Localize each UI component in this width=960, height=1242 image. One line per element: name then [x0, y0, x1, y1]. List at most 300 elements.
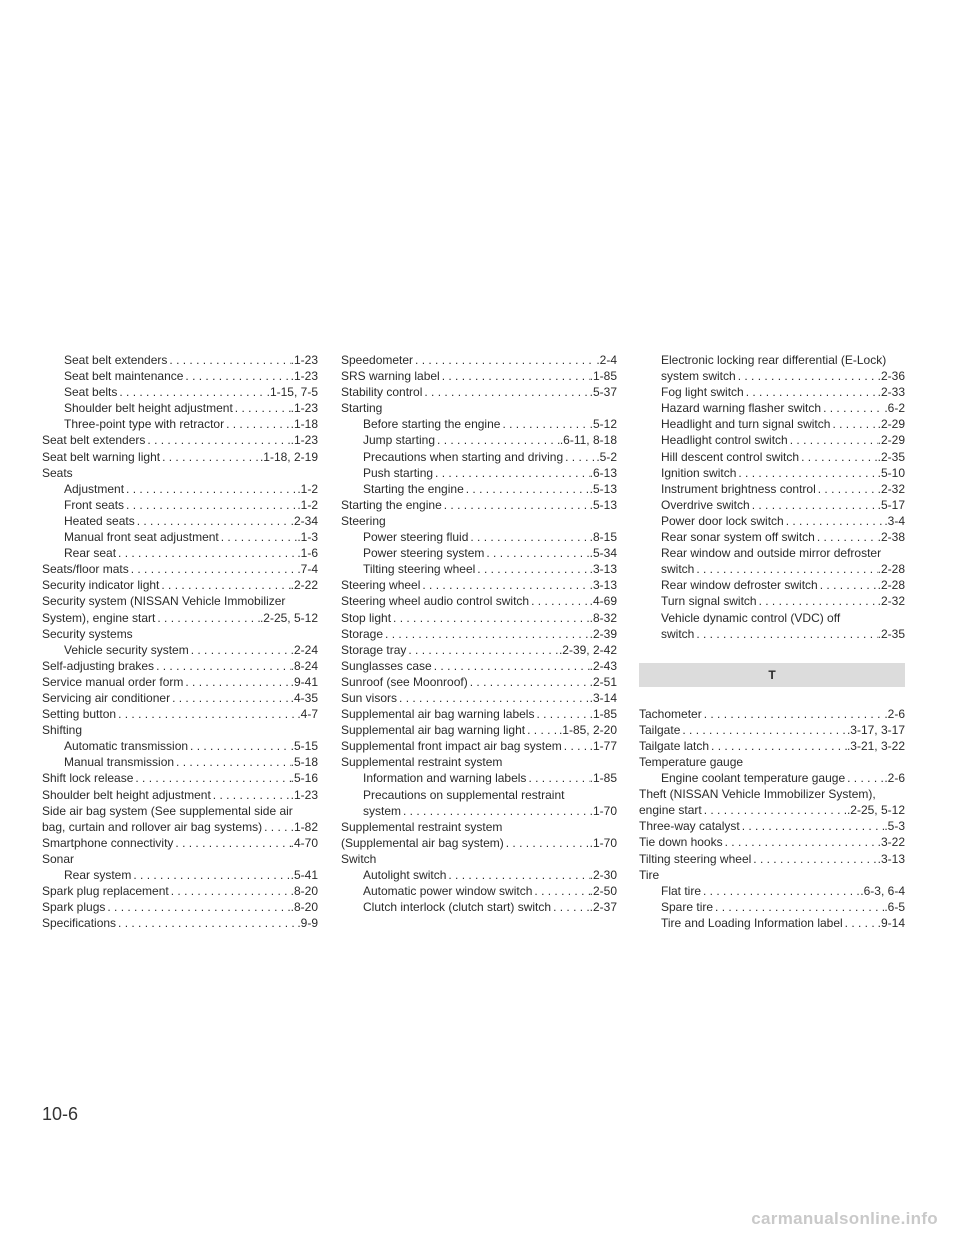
- entry-term: Electronic locking rear differential (E-Lock): [661, 353, 887, 367]
- entry-term: Spark plugs: [42, 900, 106, 915]
- entry-term: Shoulder belt height adjustment: [64, 401, 233, 416]
- entry-page-ref: .8-32: [589, 610, 617, 625]
- index-subentry: [42, 754, 318, 770]
- entry-page-ref: .1-3: [297, 530, 318, 545]
- entry-page-ref: .6-3, 6-4: [860, 883, 905, 898]
- entry-term: Fog light switch: [661, 385, 744, 400]
- index-subentry: [639, 497, 905, 513]
- index-entry: [341, 610, 617, 626]
- entry-term: Vehicle dynamic control (VDC) off: [661, 610, 841, 625]
- entry-term: Three-point type with retractor: [64, 417, 225, 432]
- entry-term: Hill descent control switch: [661, 449, 800, 464]
- dot-leader: [174, 754, 291, 770]
- entry-term: Shift lock release: [42, 771, 134, 786]
- entry-page-ref: .2-22: [290, 578, 318, 593]
- entry-page-ref: .2-25, 5-12: [259, 610, 318, 625]
- entry-term: system switch: [661, 369, 736, 384]
- entry-page-ref: .2-28: [877, 562, 905, 577]
- entry-page-ref: .3-21, 3-22: [846, 738, 905, 753]
- entry-page-ref: .6-5: [884, 899, 905, 914]
- entry-term: Seat belt maintenance: [64, 369, 184, 384]
- dot-leader: [784, 513, 885, 529]
- entry-page-ref: .9-9: [297, 916, 318, 931]
- entry-page-ref: .3-17, 3-17: [846, 722, 905, 737]
- entry-page-ref: .5-15: [290, 739, 318, 754]
- index-subentry: [639, 529, 905, 545]
- entry-page-ref: .1-85: [589, 707, 617, 722]
- dot-leader: [135, 513, 291, 529]
- entry-page-ref: .5-12: [589, 417, 617, 432]
- entry-term: Automatic transmission: [64, 739, 189, 754]
- entry-page-ref: .6-11, 8-18: [559, 433, 617, 448]
- dot-leader: [818, 577, 878, 593]
- dot-leader: [563, 449, 596, 465]
- dot-leader: [484, 545, 589, 561]
- entry-page-ref: .1-77: [589, 739, 617, 754]
- index-subentry: [42, 368, 318, 384]
- dot-leader: [788, 432, 878, 448]
- dot-leader: [155, 610, 260, 626]
- index-subentry: [639, 545, 905, 561]
- entry-page-ref: .1-23: [290, 787, 318, 802]
- dot-leader: [169, 883, 291, 899]
- entry-page-ref: .2-4: [596, 353, 617, 367]
- entry-page-ref: .1-23: [290, 401, 318, 416]
- entry-term: switch: [661, 562, 695, 577]
- dot-leader: [262, 819, 291, 835]
- index-entry: [639, 802, 905, 818]
- entry-page-ref: .5-34: [589, 546, 617, 561]
- index-subentry: [639, 626, 905, 642]
- dot-leader: [701, 883, 860, 899]
- dot-leader: [702, 706, 885, 722]
- entry-page-ref: .2-29: [877, 433, 905, 448]
- entry-term: Smartphone connectivity: [42, 835, 174, 850]
- entry-term: Rear window defroster switch: [661, 578, 818, 593]
- dot-leader: [562, 738, 590, 754]
- index-subentry: [639, 400, 905, 416]
- index-subentry: [639, 352, 905, 368]
- index-entry: [42, 851, 318, 867]
- entry-term: Sunglasses case: [341, 658, 432, 673]
- index-subentry: [639, 368, 905, 384]
- dot-leader: [830, 416, 877, 432]
- dot-leader: [124, 497, 297, 513]
- entry-page-ref: .2-35: [877, 449, 905, 464]
- dot-leader: [170, 690, 291, 706]
- index-column-1: [42, 352, 318, 931]
- index-subentry: [639, 899, 905, 915]
- index-entry: [639, 706, 905, 722]
- entry-term: Storage: [341, 626, 384, 641]
- dot-leader: [129, 561, 298, 577]
- dot-leader: [406, 642, 559, 658]
- index-subentry: [341, 770, 617, 786]
- index-subentry: [42, 513, 318, 529]
- entry-page-ref: .2-29: [877, 417, 905, 432]
- entry-term: Tie down hooks: [639, 835, 723, 850]
- dot-leader: [219, 529, 298, 545]
- index-subentry: [639, 610, 905, 626]
- entry-term: Manual front seat adjustment: [64, 530, 219, 545]
- entry-term: bag, curtain and rollover air bag systems): [42, 819, 263, 834]
- index-subentry: [42, 738, 318, 754]
- entry-term: Shifting: [42, 723, 83, 738]
- dot-leader: [116, 915, 297, 931]
- entry-term: Steering wheel audio control switch: [341, 594, 530, 609]
- index-entry: [42, 722, 318, 738]
- index-entry: [341, 513, 617, 529]
- index-subentry: [341, 416, 617, 432]
- index-subentry: [341, 787, 617, 803]
- entry-term: Turn signal switch: [661, 594, 757, 609]
- dot-leader: [124, 481, 297, 497]
- entry-page-ref: .2-24: [290, 642, 318, 657]
- entry-term: Tilting steering wheel: [363, 562, 476, 577]
- index-subentry: [42, 642, 318, 658]
- entry-term: Manual transmission: [64, 755, 175, 770]
- entry-term: Supplemental restraint system: [341, 755, 503, 770]
- entry-term: Tilting steering wheel: [639, 851, 752, 866]
- dot-leader: [433, 465, 590, 481]
- dot-leader: [694, 561, 877, 577]
- entry-page-ref: .1-85, 2-20: [558, 723, 617, 738]
- entry-page-ref: .9-41: [290, 674, 318, 689]
- index-entry: [341, 642, 617, 658]
- entry-term: Autolight switch: [363, 868, 447, 882]
- entry-term: Rear system: [64, 868, 132, 882]
- entry-term: Clutch interlock (clutch start) switch: [363, 900, 552, 915]
- entry-page-ref: .5-37: [589, 385, 617, 400]
- index-entry: [341, 851, 617, 867]
- entry-page-ref: .5-13: [589, 481, 617, 496]
- entry-term: Supplemental air bag warning light: [341, 723, 526, 738]
- entry-page-ref: .1-2: [297, 481, 318, 496]
- index-entry: [42, 610, 318, 626]
- index-entry: [639, 738, 905, 754]
- entry-term: Flat tire: [661, 883, 702, 898]
- dot-leader: [751, 851, 877, 867]
- entry-page-ref: .2-38: [877, 530, 905, 545]
- entry-term: Push starting: [363, 465, 434, 480]
- entry-page-ref: .3-22: [877, 835, 905, 850]
- entry-page-ref: .2-32: [877, 481, 905, 496]
- dot-leader: [723, 834, 878, 850]
- index-entry: [639, 786, 905, 802]
- entry-page-ref: .2-51: [589, 674, 617, 689]
- entry-term: engine start: [639, 803, 702, 818]
- dot-leader: [532, 883, 589, 899]
- entry-term: Steering wheel: [341, 578, 421, 593]
- index-subentry: [42, 481, 318, 497]
- index-entry: [341, 400, 617, 416]
- dot-leader: [468, 674, 590, 690]
- dot-leader: [116, 706, 297, 722]
- entry-term: Security system (NISSAN Vehicle Immobilizer: [42, 594, 286, 609]
- entry-page-ref: .5-41: [290, 868, 318, 882]
- dot-leader: [435, 432, 560, 448]
- entry-page-ref: .7-4: [297, 562, 318, 577]
- index-column-2: [341, 352, 617, 915]
- entry-page-ref: .5-17: [877, 497, 905, 512]
- index-subentry: [639, 561, 905, 577]
- entry-term: Front seats: [64, 497, 125, 512]
- index-column-3: [639, 352, 905, 931]
- index-subentry: [341, 545, 617, 561]
- entry-page-ref: .8-24: [290, 658, 318, 673]
- entry-term: Storage tray: [341, 642, 407, 657]
- entry-term: switch: [661, 626, 695, 641]
- entry-term: Power steering fluid: [363, 530, 469, 545]
- index-entry: [42, 561, 318, 577]
- dot-leader: [159, 577, 290, 593]
- entry-page-ref: .6-2: [884, 401, 905, 416]
- index-subentry: [42, 400, 318, 416]
- entry-term: Engine coolant temperature gauge: [661, 771, 846, 786]
- index-entry: [341, 626, 617, 642]
- entry-term: Three-way catalyst: [639, 819, 740, 834]
- dot-leader: [188, 738, 291, 754]
- entry-term: Sunroof (see Moonroof): [341, 674, 468, 689]
- index-entry: [42, 803, 318, 819]
- dot-leader: [117, 384, 266, 400]
- entry-term: Theft (NISSAN Vehicle Immobilizer System),: [639, 787, 876, 802]
- entry-term: Steering: [341, 513, 386, 528]
- entry-term: Rear sonar system off switch: [661, 530, 815, 545]
- dot-leader: [391, 610, 590, 626]
- entry-term: Seats: [42, 465, 73, 480]
- entry-page-ref: .8-20: [290, 900, 318, 915]
- index-entry: [42, 690, 318, 706]
- dot-leader: [468, 529, 589, 545]
- dot-leader: [551, 899, 590, 915]
- index-subentry: [341, 899, 617, 915]
- dot-leader: [105, 899, 290, 915]
- dot-leader: [740, 818, 885, 834]
- entry-page-ref: .2-39, 2-42: [558, 642, 617, 657]
- entry-page-ref: .4-70: [290, 835, 318, 850]
- dot-leader: [116, 545, 297, 561]
- index-entry: [341, 593, 617, 609]
- entry-page-ref: .2-35: [877, 626, 905, 641]
- entry-term: Speedometer: [341, 353, 414, 367]
- dot-leader: [413, 352, 596, 368]
- dot-leader: [397, 690, 590, 706]
- index-entry: [341, 577, 617, 593]
- index-entry: [639, 834, 905, 850]
- entry-term: Headlight control switch: [661, 433, 788, 448]
- dot-leader: [440, 368, 590, 384]
- entry-page-ref: .8-15: [589, 530, 617, 545]
- dot-leader: [525, 722, 559, 738]
- entry-page-ref: .1-70: [589, 835, 617, 850]
- entry-term: Service manual order form: [42, 674, 184, 689]
- index-entry: [341, 384, 617, 400]
- index-subentry: [639, 432, 905, 448]
- entry-term: Sun visors: [341, 690, 398, 705]
- index-entry: [341, 690, 617, 706]
- index-subentry: [639, 416, 905, 432]
- index-subentry: [42, 497, 318, 513]
- entry-page-ref: .3-13: [877, 851, 905, 866]
- entry-term: Security indicator light: [42, 578, 160, 593]
- dot-leader: [145, 432, 290, 448]
- index-entry: [42, 899, 318, 915]
- dot-leader: [475, 561, 589, 577]
- index-subentry: [639, 465, 905, 481]
- dot-leader: [504, 835, 590, 851]
- entry-page-ref: .1-2: [297, 497, 318, 512]
- entry-term: Rear window and outside mirror defroster: [661, 546, 882, 561]
- section-letter-header: T: [639, 663, 905, 687]
- entry-term: Hazard warning flasher switch: [661, 401, 822, 416]
- index-entry: [341, 352, 617, 368]
- entry-page-ref: .1-85: [589, 369, 617, 384]
- index-subentry: [341, 561, 617, 577]
- index-entry: [639, 851, 905, 867]
- dot-leader: [154, 658, 291, 674]
- index-entry: [42, 819, 318, 835]
- dot-leader: [189, 642, 291, 658]
- entry-page-ref: .5-2: [596, 449, 617, 464]
- entry-term: Self-adjusting brakes: [42, 658, 155, 673]
- index-entry: [341, 368, 617, 384]
- entry-term: Heated seats: [64, 513, 135, 528]
- index-subentry: [341, 432, 617, 448]
- entry-term: Starting: [341, 401, 383, 416]
- entry-page-ref: .5-18: [290, 755, 318, 770]
- entry-term: Adjustment: [64, 481, 125, 496]
- index-subentry: [42, 529, 318, 545]
- dot-leader: [446, 867, 589, 883]
- index-subentry: [341, 465, 617, 481]
- entry-page-ref: .8-20: [290, 884, 318, 899]
- dot-leader: [422, 384, 589, 400]
- dot-leader: [815, 529, 878, 545]
- index-entry: [639, 754, 905, 770]
- entry-term: Rear seat: [64, 546, 117, 561]
- entry-term: Tire: [639, 867, 660, 882]
- entry-page-ref: .1-18, 2-19: [259, 449, 318, 464]
- index-subentry: [639, 513, 905, 529]
- dot-leader: [183, 674, 290, 690]
- index-subentry: [341, 481, 617, 497]
- entry-term: Sonar: [42, 851, 75, 866]
- index-subentry: [42, 545, 318, 561]
- entry-term: Ignition switch: [661, 465, 737, 480]
- dot-leader: [534, 706, 589, 722]
- index-entry: [341, 754, 617, 770]
- entry-term: Tailgate latch: [639, 738, 710, 753]
- dot-leader: [233, 400, 291, 416]
- index-subentry: [639, 481, 905, 497]
- index-subentry: [639, 593, 905, 609]
- entry-term: Jump starting: [363, 433, 436, 448]
- index-entry: [341, 835, 617, 851]
- entry-term: Starting the engine: [341, 497, 442, 512]
- entry-term: Supplemental air bag warning labels: [341, 707, 535, 722]
- entry-term: Tire and Loading Information label: [661, 915, 843, 930]
- index-subentry: [341, 529, 617, 545]
- dot-leader: [709, 738, 847, 754]
- entry-page-ref: .6-13: [589, 465, 617, 480]
- dot-leader: [816, 481, 878, 497]
- index-entry: [42, 706, 318, 722]
- dot-leader: [845, 770, 884, 786]
- index-entry: [639, 818, 905, 834]
- entry-term: Automatic power window switch: [363, 884, 533, 899]
- entry-page-ref: .2-25, 5-12: [846, 803, 905, 818]
- index-subentry: [341, 803, 617, 819]
- index-entry: [639, 722, 905, 738]
- entry-page-ref: .2-39: [589, 626, 617, 641]
- dot-leader: [160, 449, 260, 465]
- entry-term: Precautions on supplemental restraint: [363, 787, 565, 802]
- dot-leader: [757, 593, 878, 609]
- index-entry: [341, 674, 617, 690]
- entry-page-ref: .5-16: [290, 771, 318, 786]
- entry-term: Setting button: [42, 707, 117, 722]
- dot-leader: [183, 368, 290, 384]
- entry-term: Headlight and turn signal switch: [661, 417, 831, 432]
- index-entry: [42, 883, 318, 899]
- entry-term: system: [363, 803, 402, 818]
- entry-page-ref: .3-4: [884, 513, 905, 528]
- entry-page-ref: .4-35: [290, 690, 318, 705]
- entry-page-ref: .1-23: [290, 433, 318, 448]
- dot-leader: [464, 481, 590, 497]
- index-subentry: [341, 449, 617, 465]
- entry-term: Power steering system: [363, 546, 485, 561]
- entry-page-ref: .1-23: [290, 353, 318, 367]
- entry-page-ref: .3-13: [589, 578, 617, 593]
- dot-leader: [173, 835, 290, 851]
- entry-term: Precautions when starting and driving: [363, 449, 564, 464]
- entry-page-ref: .5-13: [589, 497, 617, 512]
- dot-leader: [713, 899, 884, 915]
- entry-page-ref: .2-43: [589, 658, 617, 673]
- entry-page-ref: .1-15, 7-5: [266, 385, 318, 400]
- entry-page-ref: .1-18: [290, 417, 318, 432]
- dot-leader: [750, 497, 878, 513]
- entry-page-ref: .1-82: [290, 819, 318, 834]
- entry-page-ref: .2-36: [877, 369, 905, 384]
- entry-page-ref: .1-70: [589, 803, 617, 818]
- entry-term: SRS warning label: [341, 369, 440, 384]
- entry-page-ref: .1-23: [290, 369, 318, 384]
- index-entry: [341, 819, 617, 835]
- dot-leader: [432, 658, 590, 674]
- index-entry: [341, 497, 617, 513]
- index-subentry: [639, 449, 905, 465]
- index-entry: [341, 706, 617, 722]
- dot-leader: [224, 416, 291, 432]
- page-number: 10-6: [42, 1104, 79, 1124]
- dot-leader: [211, 787, 291, 803]
- entry-term: Side air bag system (See supplemental side air: [42, 803, 293, 818]
- index-subentry: [639, 577, 905, 593]
- entry-page-ref: .2-33: [877, 385, 905, 400]
- index-subentry: [639, 915, 905, 931]
- dot-leader: [420, 577, 589, 593]
- entry-page-ref: .4-69: [589, 594, 617, 609]
- dot-leader: [744, 384, 878, 400]
- entry-term: Instrument brightness control: [661, 481, 816, 496]
- entry-page-ref: .2-28: [877, 578, 905, 593]
- entry-term: Overdrive switch: [661, 497, 750, 512]
- entry-term: Seats/floor mats: [42, 562, 129, 577]
- entry-page-ref: .5-3: [884, 819, 905, 834]
